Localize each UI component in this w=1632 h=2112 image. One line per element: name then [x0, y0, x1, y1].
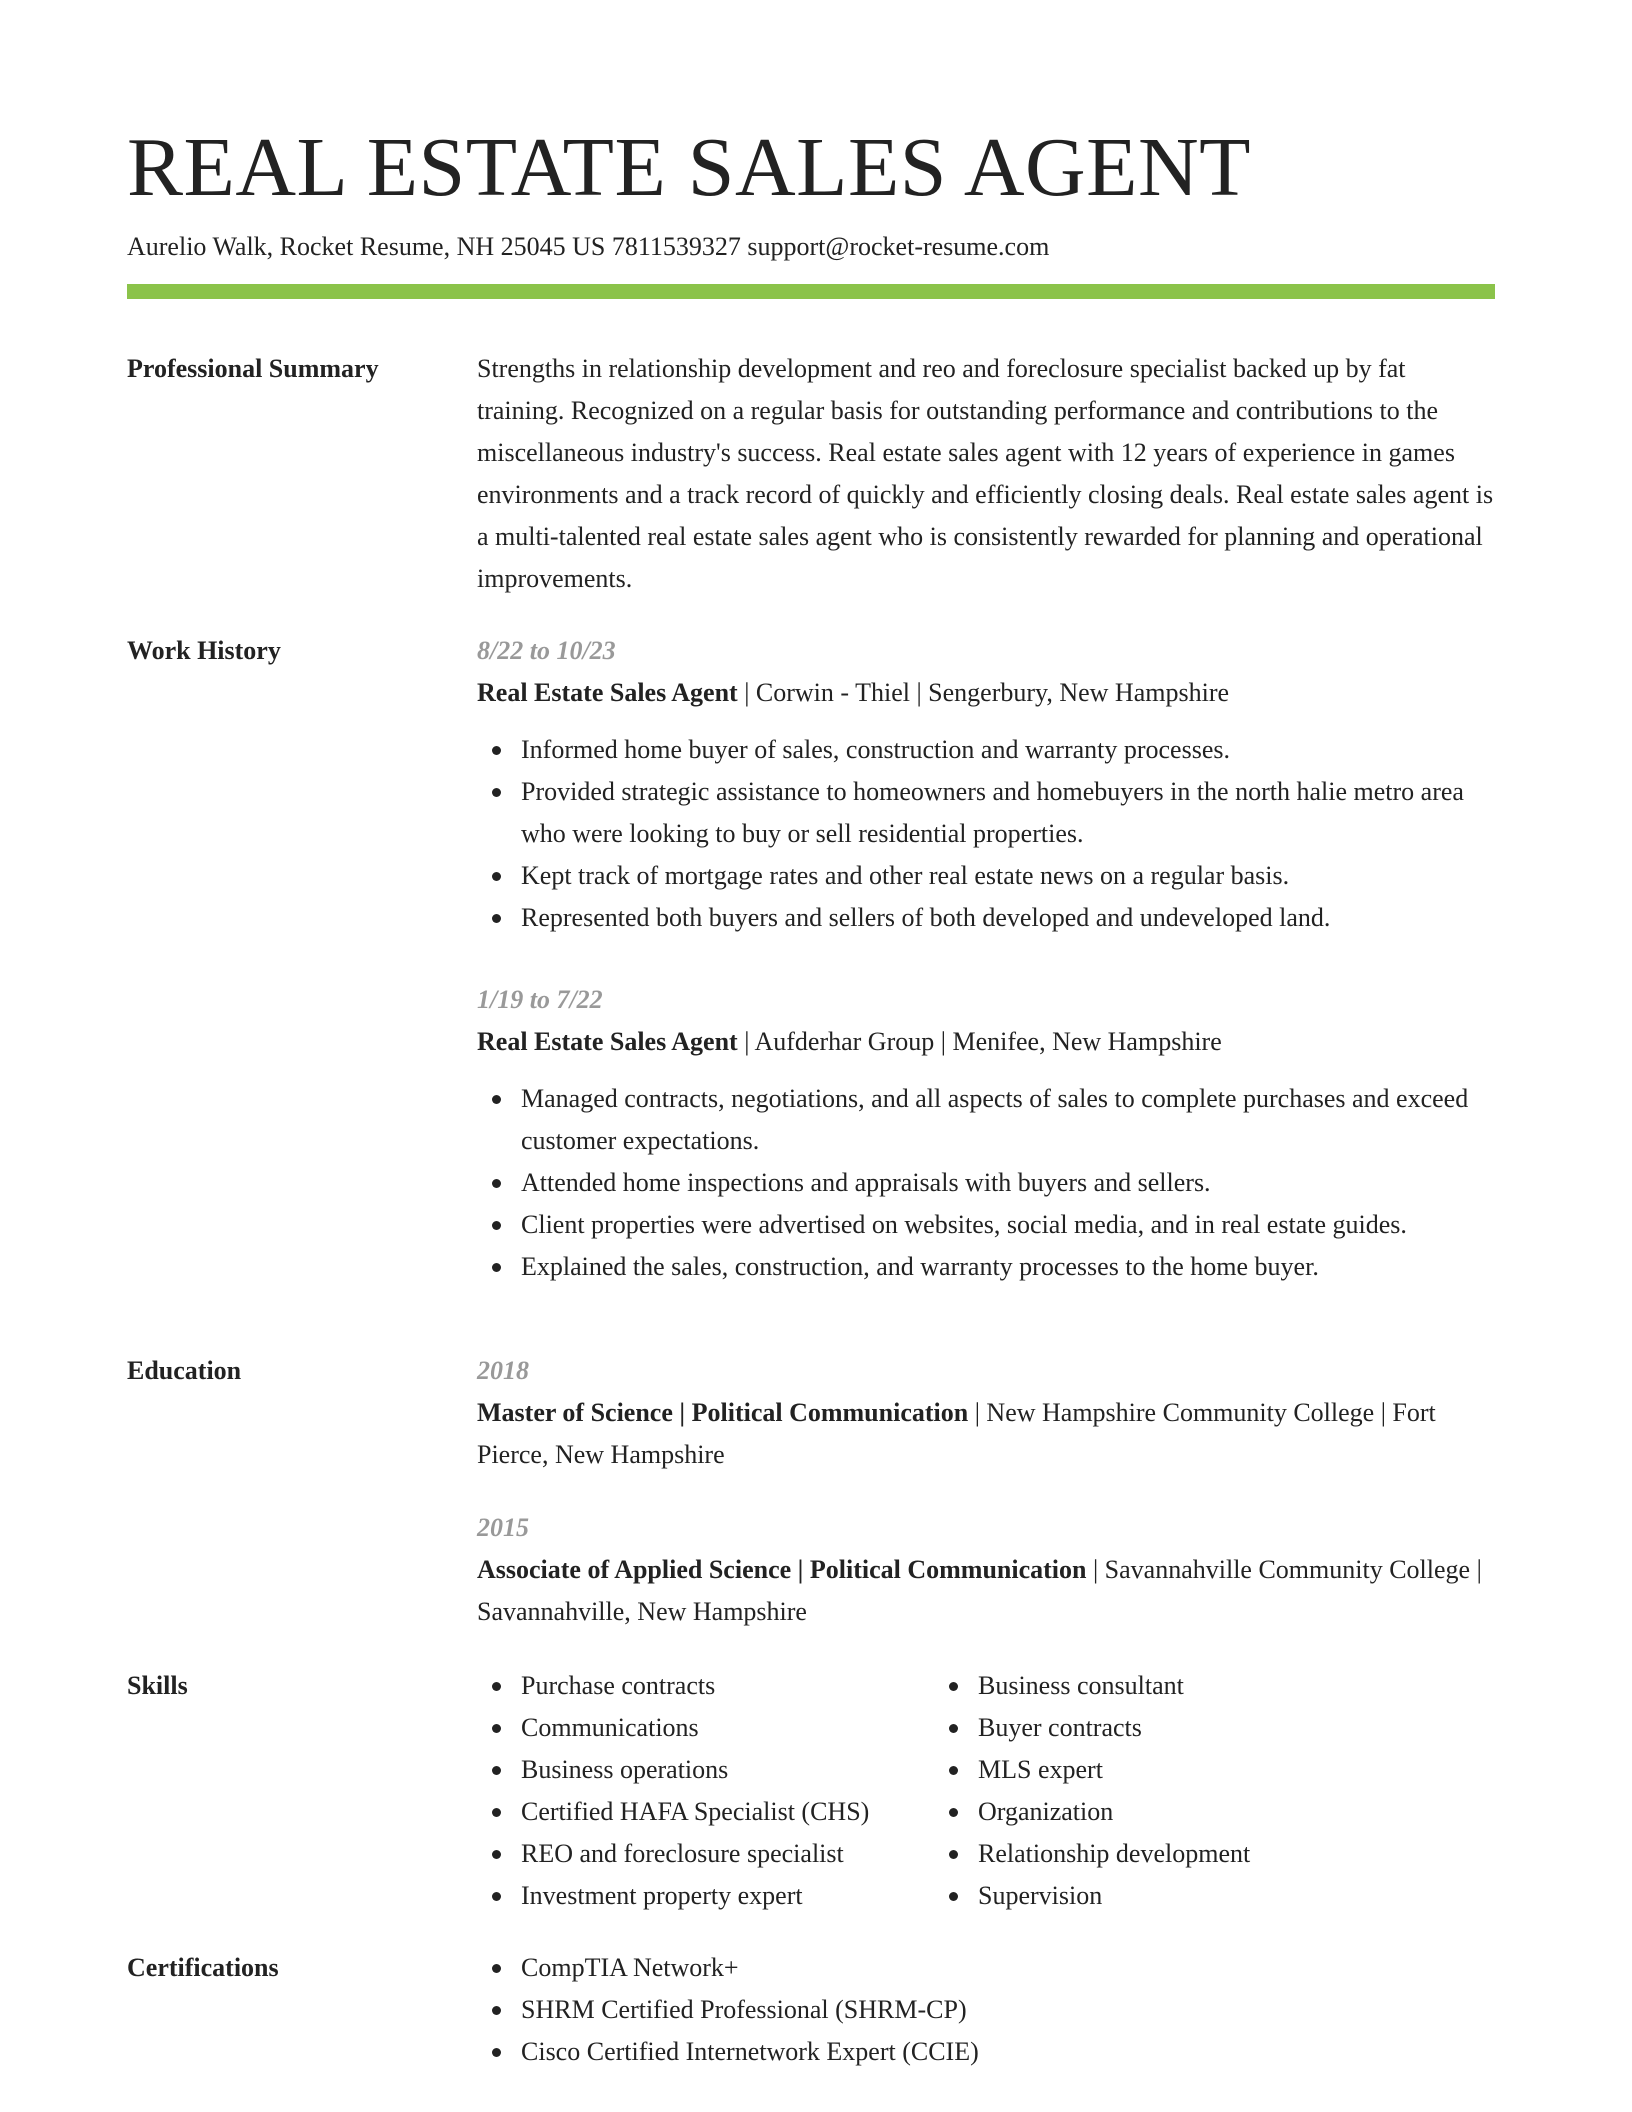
education-year: 2015	[477, 1513, 529, 1542]
job-title: Real Estate Sales Agent	[477, 1027, 738, 1056]
education-entry	[477, 1350, 1495, 1476]
skills-column-left	[477, 1665, 934, 1917]
education-heading	[477, 1392, 1495, 1476]
list-item: Buyer contracts	[978, 1707, 1434, 1749]
list-item: Informed home buyer of sales, construction and warranty processes.	[521, 729, 1495, 771]
list-item: Investment property expert	[521, 1875, 934, 1917]
job-entry	[477, 630, 1495, 939]
work-body	[477, 630, 1495, 1288]
list-item: Supervision	[978, 1875, 1434, 1917]
list-item: Represented both buyers and sellers of both developed and undeveloped land.	[521, 897, 1495, 939]
list-item: Business operations	[521, 1749, 934, 1791]
spacer	[477, 939, 1495, 979]
education-heading	[477, 1549, 1495, 1633]
list-item: Business consultant	[978, 1665, 1434, 1707]
job-title: Real Estate Sales Agent	[477, 678, 738, 707]
spacer	[477, 1476, 1495, 1507]
contact-line: Aurelio Walk, Rocket Resume, NH 25045 US 7811539327 support@rocket-resume.com	[127, 232, 1050, 261]
section-label-work: Work History	[127, 636, 281, 665]
list-item: Purchase contracts	[521, 1665, 934, 1707]
list-item: Organization	[978, 1791, 1434, 1833]
list-item: Certified HAFA Specialist (CHS)	[521, 1791, 934, 1833]
skills-list	[934, 1665, 1434, 1917]
job-entry	[477, 979, 1495, 1288]
education-details: | New Hampshire Community College | Fort Pierce, New Hampshire	[477, 1398, 1436, 1469]
list-item: Communications	[521, 1707, 934, 1749]
section-label-skills: Skills	[127, 1671, 188, 1700]
education-details: | Savannahville Community College | Savannahville, New Hampshire	[477, 1555, 1482, 1626]
list-item: Managed contracts, negotiations, and all aspects of sales to complete purchases and exceed customer expectations.	[521, 1078, 1495, 1162]
section-label-certifications: Certifications	[127, 1953, 279, 1982]
list-item: Explained the sales, construction, and warranty processes to the home buyer.	[521, 1246, 1495, 1288]
job-bullets	[477, 1078, 1495, 1288]
job-heading	[477, 1021, 1495, 1063]
list-item: Provided strategic assistance to homeowners and homebuyers in the north halie metro area who were looking to buy or sell residential properties.	[521, 771, 1495, 855]
degree-title: Master of Science | Political Communication	[477, 1398, 969, 1427]
skills-list	[477, 1665, 934, 1917]
summary-body	[477, 348, 1495, 600]
summary-text: Strengths in relationship development and reo and foreclosure specialist backed up by fat training. Recognized on a regular basis for outstanding performance and contributions to the miscellaneous industry's success. Real estate sales agent with 12 years of experience in games environments and a track record of quickly and efficiently closing deals. Real estate sales agent is a multi-talented real estate sales agent who is consistently rewarded for planning and operational improvements.	[477, 354, 1494, 593]
job-details: | Aufderhar Group | Menifee, New Hampshire	[737, 1027, 1222, 1056]
list-item: CompTIA Network+	[521, 1947, 1495, 1989]
certifications-body	[477, 1947, 1495, 2073]
list-item: MLS expert	[978, 1749, 1434, 1791]
list-item: REO and foreclosure specialist	[521, 1833, 934, 1875]
skills-columns	[477, 1665, 1495, 1917]
education-entry	[477, 1507, 1495, 1633]
list-item: SHRM Certified Professional (SHRM-CP)	[521, 1989, 1495, 2031]
degree-title: Associate of Applied Science | Political Communication	[477, 1555, 1087, 1584]
section-label-summary: Professional Summary	[127, 354, 379, 383]
skills-column-right	[934, 1665, 1434, 1917]
section-label-education: Education	[127, 1356, 242, 1385]
education-year: 2018	[477, 1356, 529, 1385]
education-body	[477, 1350, 1495, 1633]
certifications-list	[477, 1947, 1495, 2073]
job-dates: 8/22 to 10/23	[477, 636, 616, 665]
resume-title: REAL ESTATE SALES AGENT	[127, 121, 1251, 214]
list-item: Relationship development	[978, 1833, 1434, 1875]
skills-body	[477, 1665, 1495, 1917]
list-item: Attended home inspections and appraisals with buyers and sellers.	[521, 1162, 1495, 1204]
job-bullets	[477, 729, 1495, 939]
accent-divider	[127, 284, 1495, 299]
list-item: Cisco Certified Internetwork Expert (CCIE)	[521, 2031, 1495, 2073]
list-item: Kept track of mortgage rates and other real estate news on a regular basis.	[521, 855, 1495, 897]
job-dates: 1/19 to 7/22	[477, 985, 603, 1014]
job-heading	[477, 672, 1495, 714]
job-details: | Corwin - Thiel | Sengerbury, New Hampshire	[737, 678, 1230, 707]
list-item: Client properties were advertised on websites, social media, and in real estate guides.	[521, 1204, 1495, 1246]
